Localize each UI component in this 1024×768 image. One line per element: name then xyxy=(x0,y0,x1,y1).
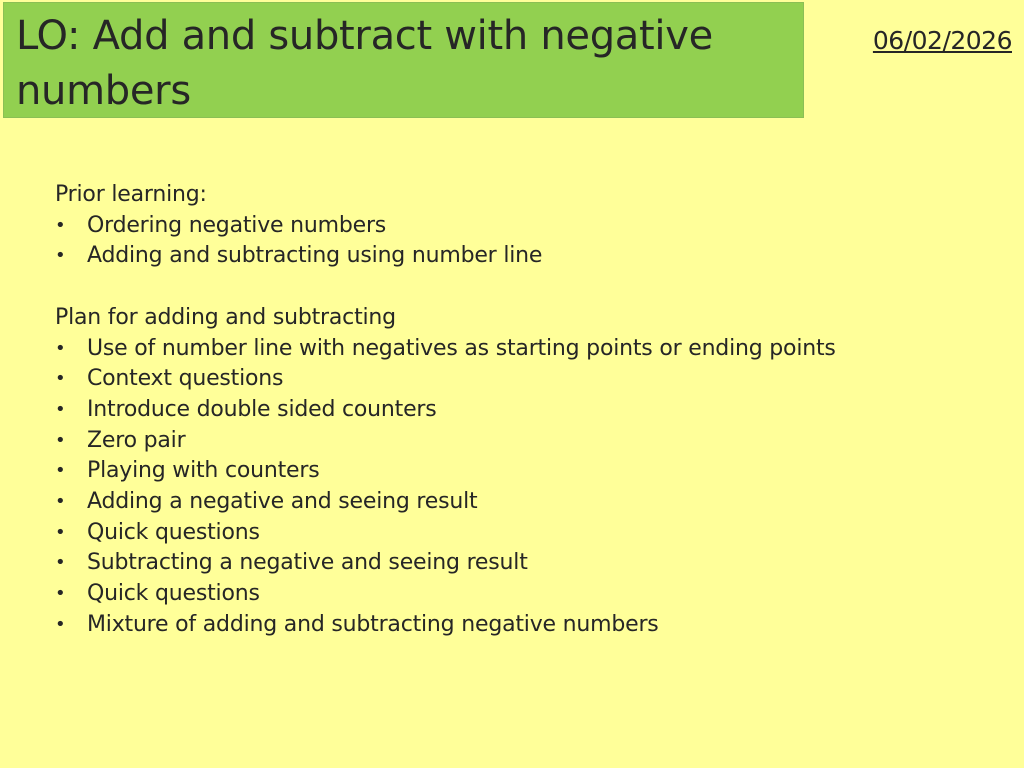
prior-learning-list xyxy=(55,211,985,272)
bullet-icon: • xyxy=(55,491,66,513)
list-item-label: Ordering negative numbers xyxy=(87,212,387,238)
prior-learning-heading: Prior learning: xyxy=(55,182,207,207)
list-item xyxy=(55,610,985,641)
list-item xyxy=(55,548,985,579)
list-item-label: Adding and subtracting using number line xyxy=(87,243,543,269)
bullet-icon: • xyxy=(55,245,66,267)
bullet-icon: • xyxy=(55,337,66,359)
list-item-label: Context questions xyxy=(87,366,284,392)
list-item-label: Use of number line with negatives as starting points or ending points xyxy=(87,335,836,361)
list-item xyxy=(55,395,985,426)
list-item-label: Subtracting a negative and seeing result xyxy=(87,550,528,576)
bullet-icon: • xyxy=(55,214,66,236)
slide-date: 06/02/2026 xyxy=(872,26,1012,55)
list-item-label: Mixture of adding and subtracting negative numbers xyxy=(87,611,659,637)
list-item-label: Quick questions xyxy=(87,581,260,607)
bullet-icon: • xyxy=(55,460,66,482)
list-item xyxy=(55,487,985,518)
list-item-label: Quick questions xyxy=(87,519,260,545)
bullet-icon: • xyxy=(55,521,66,543)
list-item-label: Playing with counters xyxy=(87,458,320,484)
bullet-icon: • xyxy=(55,552,66,574)
list-item xyxy=(55,518,985,549)
spacer xyxy=(55,272,985,303)
bullet-icon: • xyxy=(55,613,66,635)
list-item xyxy=(55,426,985,457)
list-item xyxy=(55,334,985,365)
list-item-label: Adding a negative and seeing result xyxy=(87,489,478,515)
list-item xyxy=(55,364,985,395)
title-banner xyxy=(3,2,804,118)
bullet-icon: • xyxy=(55,583,66,605)
bullet-icon: • xyxy=(55,429,66,451)
list-item xyxy=(55,579,985,610)
list-item xyxy=(55,241,985,272)
list-item-label: Zero pair xyxy=(87,427,186,453)
list-item-label: Introduce double sided counters xyxy=(87,396,437,422)
slide-title: LO: Add and subtract with negative numbers xyxy=(16,13,713,114)
plan-heading: Plan for adding and subtracting xyxy=(55,304,396,330)
slide-body xyxy=(55,180,985,641)
list-item xyxy=(55,456,985,487)
bullet-icon: • xyxy=(55,368,66,390)
bullet-icon: • xyxy=(55,398,66,420)
list-item xyxy=(55,211,985,242)
plan-list xyxy=(55,334,985,641)
